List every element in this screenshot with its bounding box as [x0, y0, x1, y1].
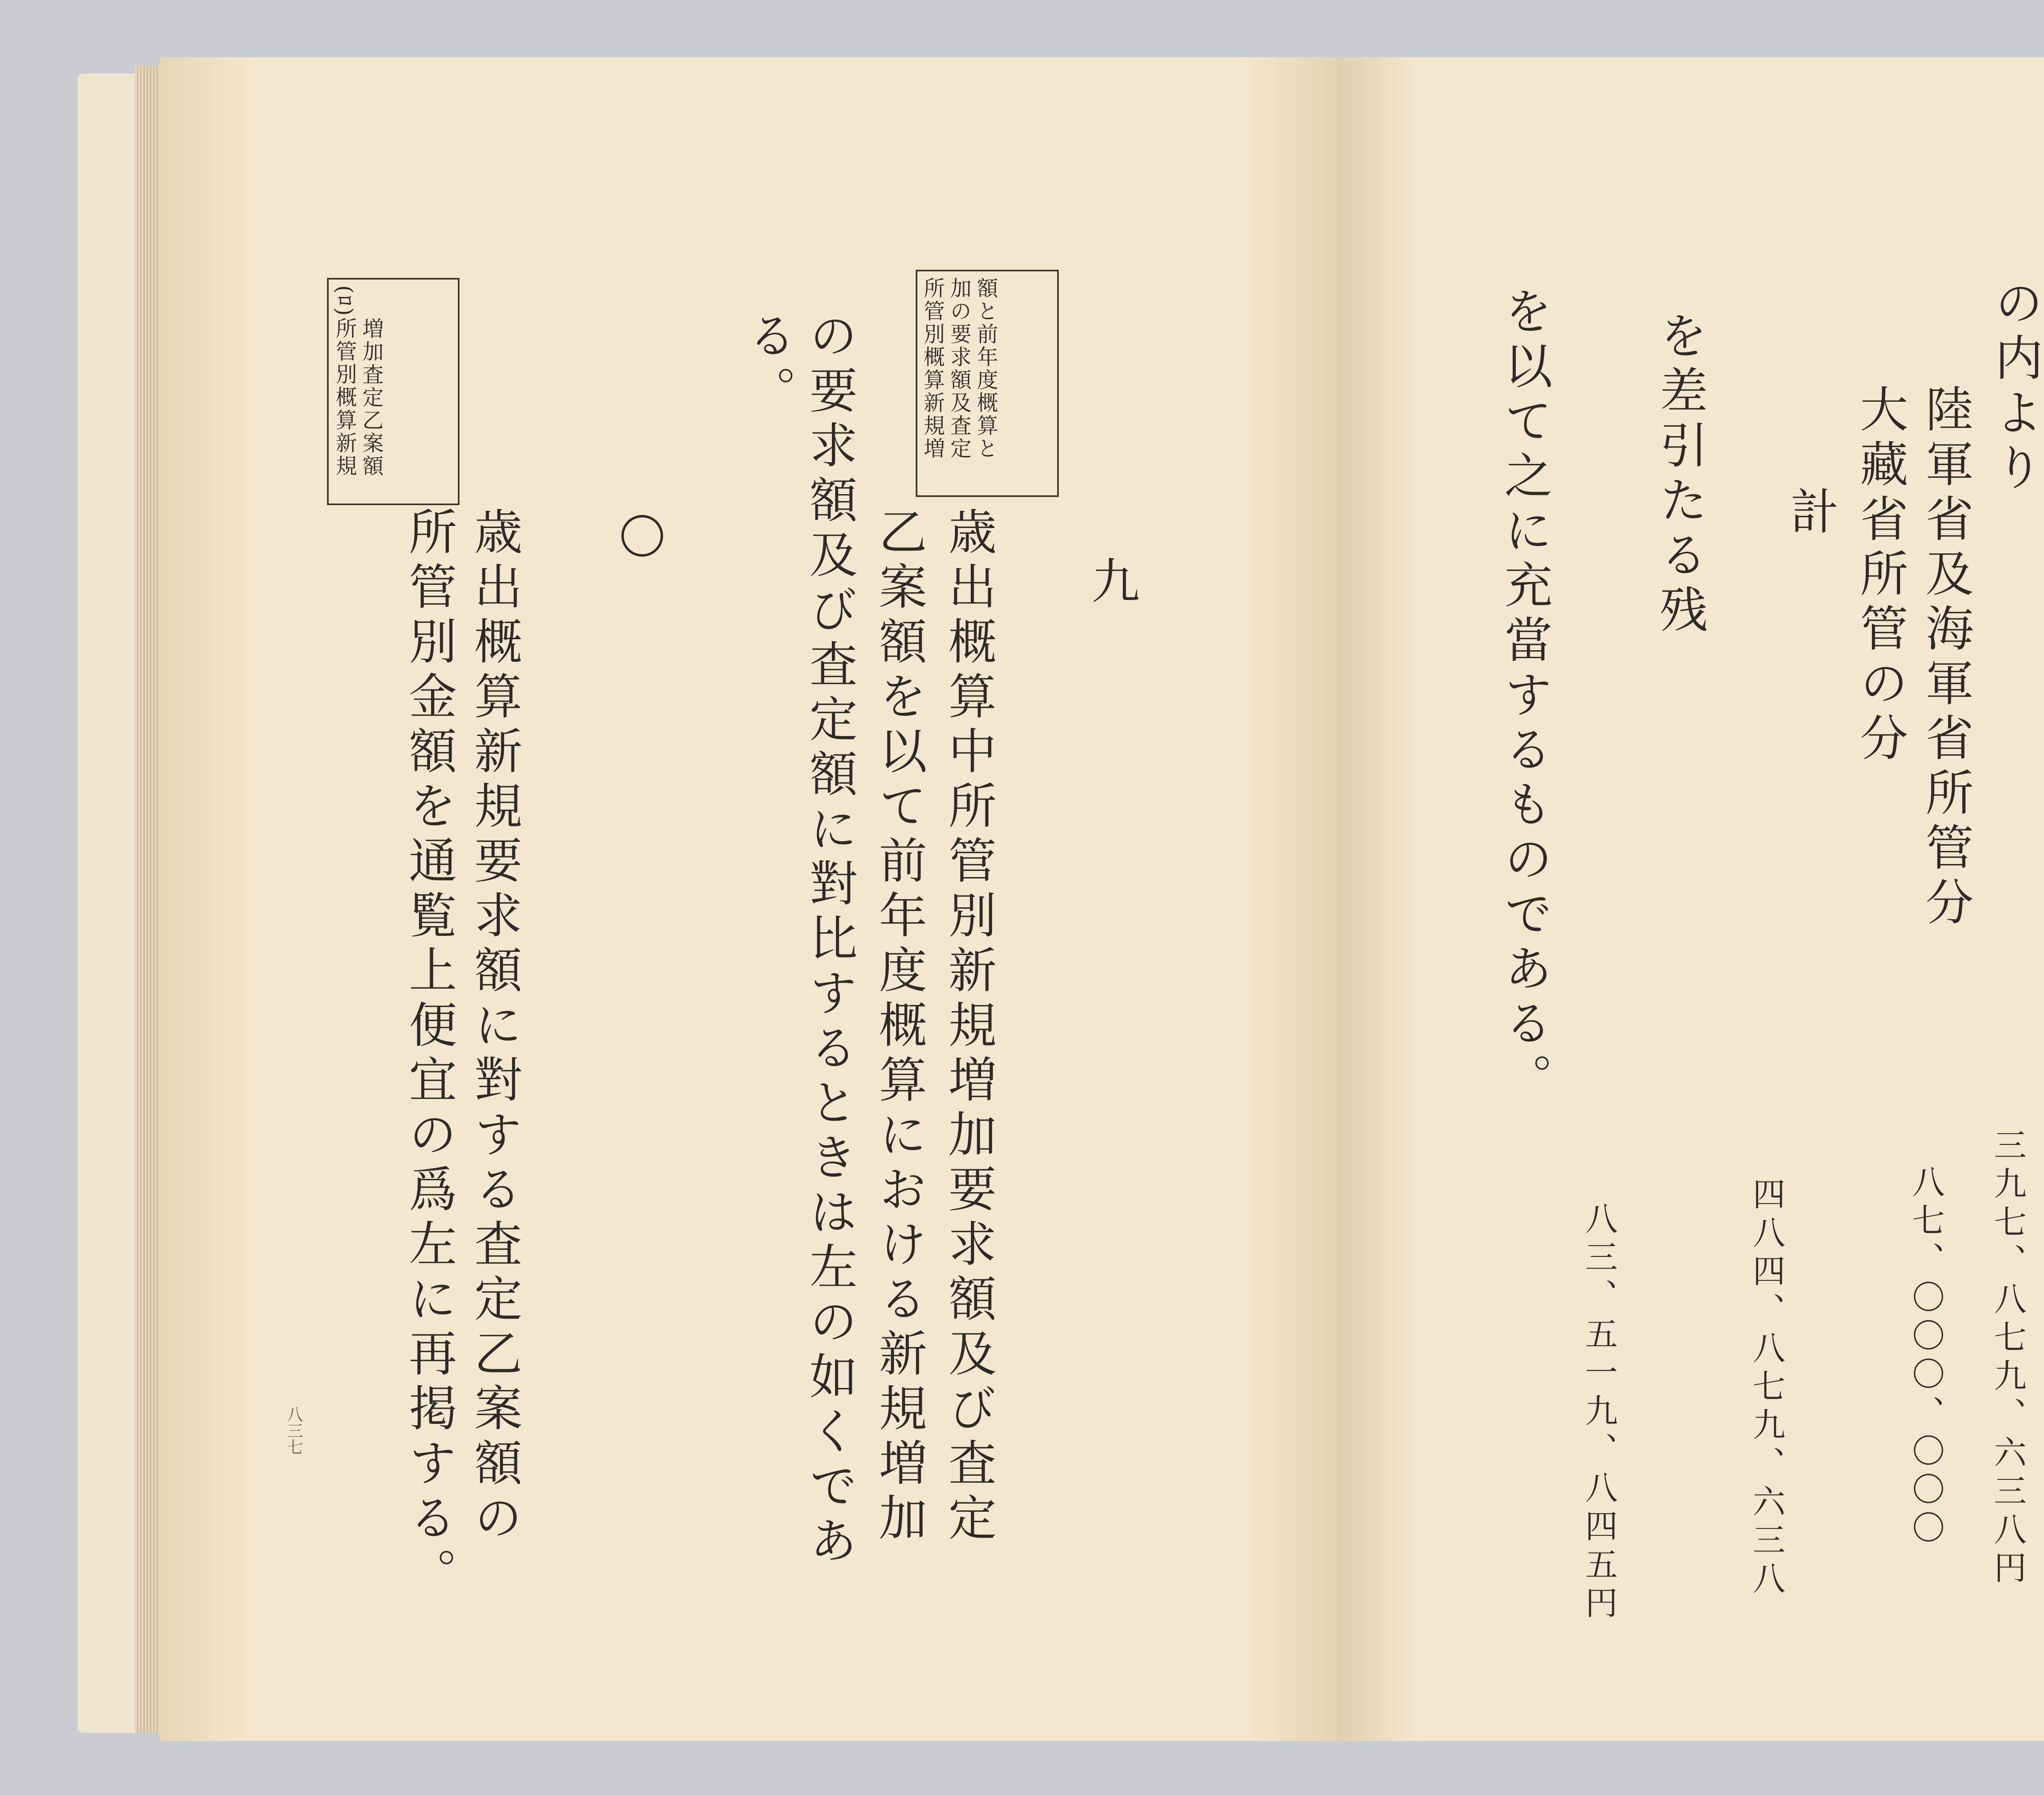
text-column: の要求額及び査定額に對比するときは左の如くであ [801, 311, 858, 1570]
side-heading-box [916, 270, 1059, 497]
side-heading-box [327, 278, 459, 505]
text-column: 計 [1782, 486, 1839, 541]
text-column: を以て之に充當するものである。 [1496, 286, 1553, 1108]
text-column: 歳出概算中所管別新規増加要求額及び査定 [940, 507, 997, 1547]
text-column: を差引たる残 [1652, 311, 1708, 639]
open-book [65, 57, 2044, 1741]
side-heading-line: (ﾛ)所管別概算新規 [332, 285, 356, 478]
text-column: 乙案額を以て前年度概算における新規増加 [871, 507, 927, 1547]
text-column: 歳出概算新規要求額に對する査定乙案額の [466, 507, 522, 1547]
amount: 三九七、八七九、六三八円 [1988, 1128, 2026, 1589]
text-column: 大藏省所管の分 [1852, 384, 1908, 768]
amount: 八七、〇〇〇、〇〇〇 [1907, 1165, 1945, 1549]
left-page [159, 57, 1337, 1741]
text-column: る。 [740, 311, 796, 420]
side-heading-line: 加の要求額及査定 [946, 277, 971, 460]
text-column: 所管別金額を通覧上便宜の爲左に再掲する。 [401, 507, 457, 1602]
circle-mark [621, 515, 663, 557]
section-number: 九 [1083, 556, 1140, 611]
page-number: 八三七 [284, 1406, 303, 1455]
side-heading-line: 所管別概算新規増 [920, 277, 944, 460]
amount: 八三、五一九、八四五円 [1580, 1202, 1618, 1624]
text-column: 陸軍省及海軍省所管分 [1917, 384, 1974, 932]
right-page [1337, 57, 2044, 1741]
amount: 四八四、八七九、六三八 [1747, 1177, 1785, 1600]
side-heading-line: 増加査定乙案額 [359, 317, 383, 478]
side-heading-line: 額と前年度概算と [973, 277, 998, 460]
text-column: の内より [1987, 278, 2043, 497]
